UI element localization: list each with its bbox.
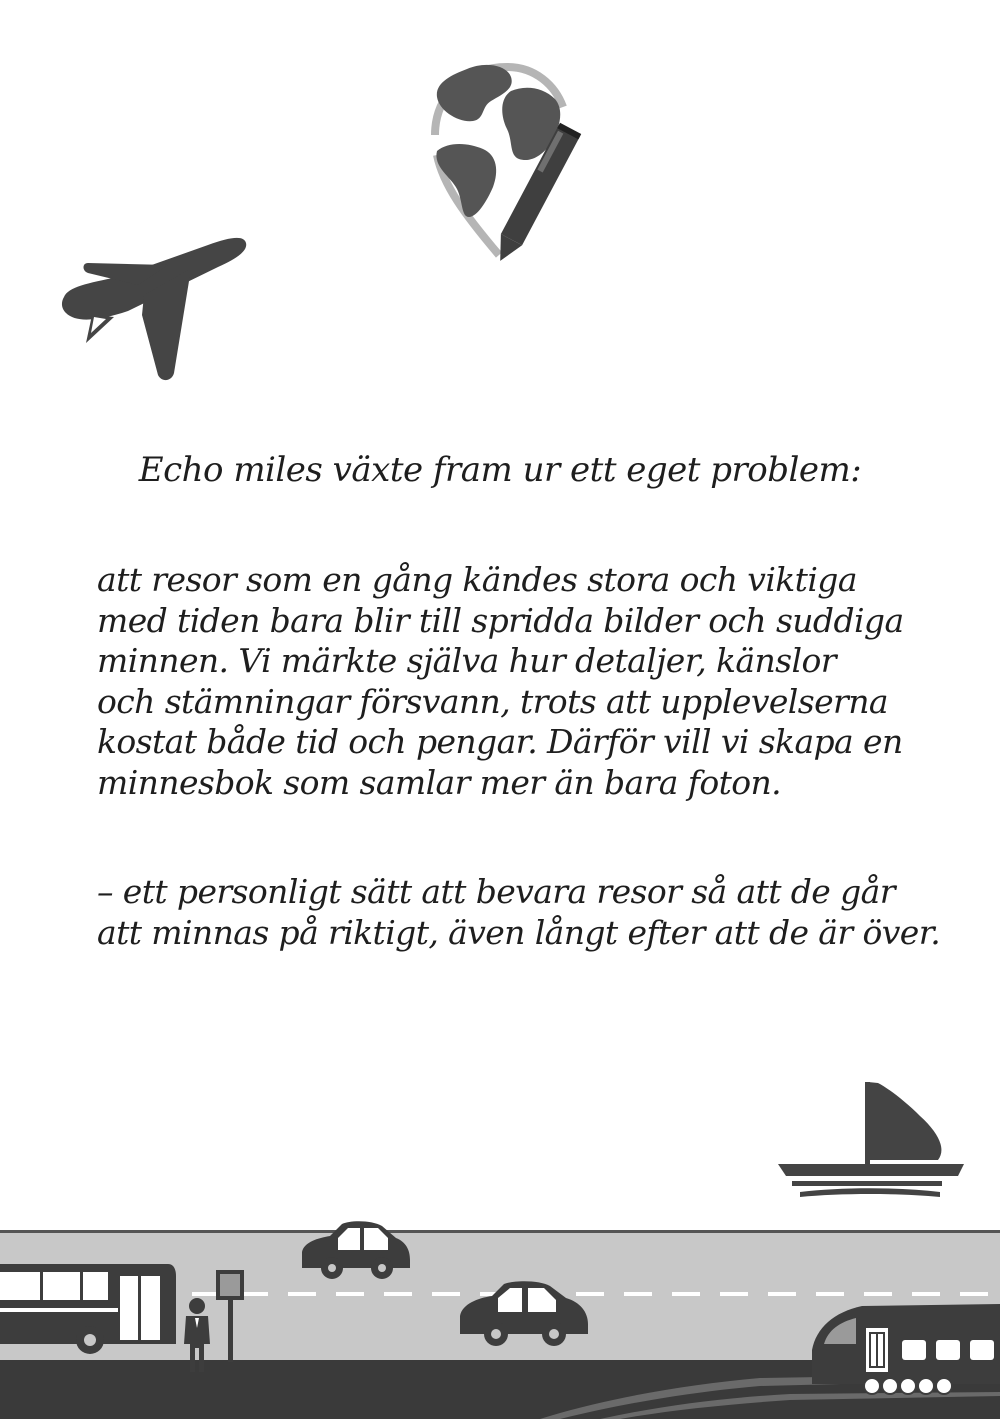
paragraph-line: – ett personligt sätt att bevara resor så att de går <box>97 872 895 911</box>
paragraph-line: kostat både tid och pengar. Därför vill vi skapa en <box>97 722 903 761</box>
train-icon <box>812 1304 1000 1394</box>
street-scene-illustration <box>0 1075 1000 1419</box>
intro-heading: Echo miles växte fram ur ett eget problem: <box>138 450 862 490</box>
globe-pin-icon <box>415 55 595 275</box>
sailboat-icon <box>778 1082 964 1197</box>
paragraph-line: minnen. Vi märkte själva hur detaljer, känslor <box>97 641 836 680</box>
airplane-icon <box>58 225 250 385</box>
bus-icon <box>0 1264 176 1354</box>
paragraph-main <box>97 560 977 803</box>
paragraph-closing <box>97 872 977 953</box>
paragraph-line: med tiden bara blir till spridda bilder och suddiga <box>97 600 904 640</box>
paragraph-line: att resor som en gång kändes stora och viktiga <box>97 560 857 599</box>
paragraph-line: att minnas på riktigt, även långt efter att de är över. <box>97 912 941 952</box>
paragraph-line: och stämningar försvann, trots att upplevelserna <box>97 681 888 721</box>
paragraph-line: minnesbok som samlar mer än bara foton. <box>97 762 782 802</box>
